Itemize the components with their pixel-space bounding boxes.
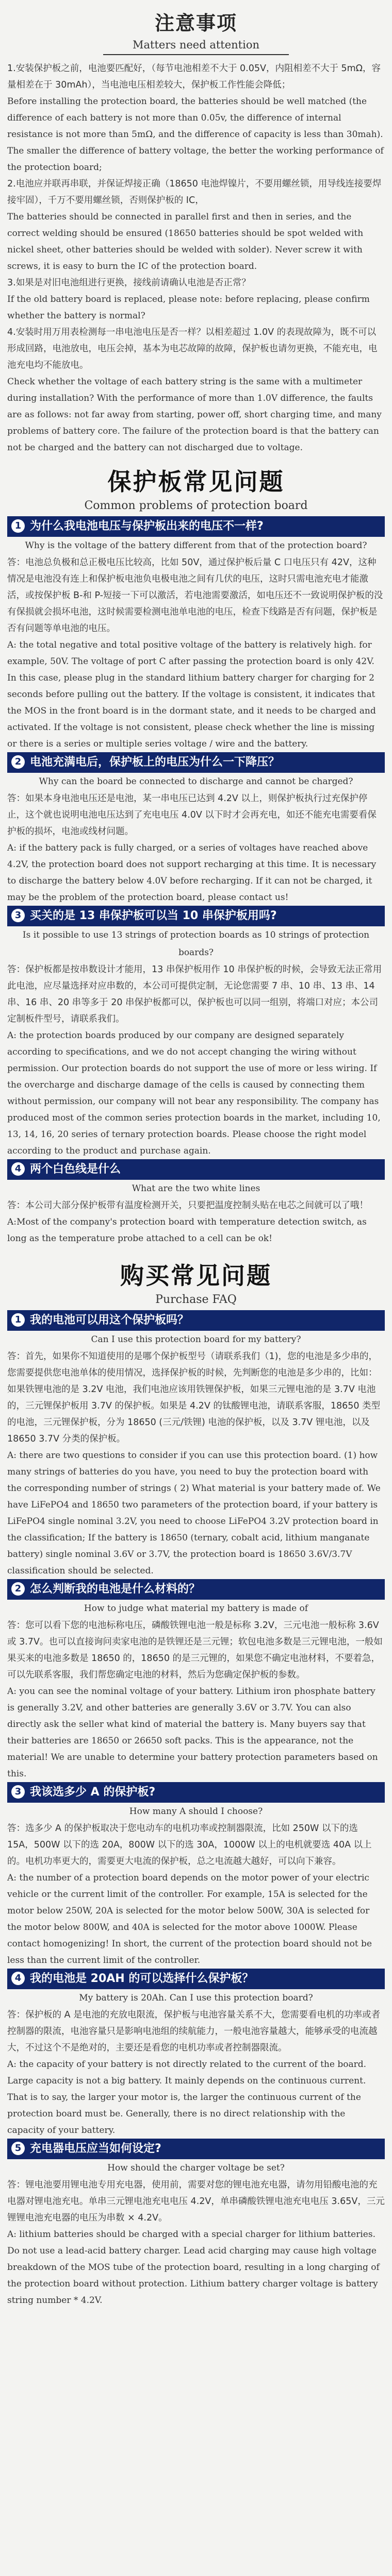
faq-number: 4 [11,1162,25,1176]
faq-heading [7,906,385,926]
notes-title: 注意事项 [154,12,237,35]
faq-question: Why is the voltage of the battery different from that of the protection board? [25,540,367,551]
purchase-answer-zh: 答：首先，如果你不知道使用的是哪个保护板型号（请联系我们（1)，您的电池是多少串的，您需要提供您电池单体的使用情况，选择保护板的时候，先判断您的电池是多少串的，比如：如果铁锂电池的是 3.2V 电池，我们电池应该用铁锂保护板，如果三元锂电池的是 3.7V 电池的，三元锂保护板用 3.7V 的保护板。如果是 4.2V 的钛酸锂电池，请联系客服，18650 类型的电池，三元锂保护板，分为 18650 (三元/铁锂) 电池的保护板，以及 3.7V 锂电池，以及 18650 3.7V 分类的保护板。 [7,1351,381,1444]
faq-question: What are the two white lines [132,1183,260,1194]
purchase-number: 3 [11,1785,25,1799]
purchase-question: How should the charger voltage be set? [107,2163,285,2173]
purchase-answer-en: A: the capacity of your battery is not directly related to the current of the board. Large capacity is not a big battery. It mainly depends on the continuous current. That is to say, the larger your motor is, the larger the continuous current of the protection board must be. Generally, there is no direct relationship with the capacity of your battery. [7,2059,366,2136]
notes-zh-1: 1.安装保护板之前，电池要匹配好，（每节电池相差不大于 0.05V，内阻相差不大于 5mΩ，容量相差在于 30mAh），当电池电压相差较大，保护板工作性能会降低； [7,63,381,90]
faq-heading [7,1159,385,1180]
purchase-question: Can I use this protection board for my battery? [91,1334,301,1345]
purchase-answer-en: A: the number of a protection board depends on the motor power of your electric vehicle or the current limit of the controller. For example, 15A is selected for the motor below 250W, 20A is selected for the motor below 500W, 30A is selected for the motor below 800W, and 40A is selected for the motor above 1000W. Please contact homogenizing! In short, the current of the protection board should not be less than the current limit of the controller. [7,1873,372,1965]
purchase-answer-en: A: lithium batteries should be charged with a special charger for lithium batteries. Do not use a lead-acid battery charger. Lead acid charging may cause high voltage breakdown of the MOS tube of the protection board, resulting in a long charging of the protection board without protection. Lithium battery charger voltage is battery string number * 4.2V. [7,2229,380,2306]
faq-heading-text: 买关的是 13 串保护板可以当 10 串保护板用吗? [30,909,277,922]
purchase-number: 4 [11,1972,25,1985]
purchase-item [7,1969,385,2139]
faq-number: 3 [11,909,25,922]
faq-answer-zh: 答：本公司大部分保护板带有温度检测开关，只要把温度控制头贴在电芯之间就可以了哦！ [7,1200,368,1211]
faq-item [7,516,385,752]
faq-title: 保护板常见问题 [107,468,285,496]
notes-en-4: Check whether the voltage of each battery string is the same with a multimeter during installation? With the performance of more than 1.0V difference, the faults are as follows: not far away from starting, power off, short charging time, and many problems of battery core. The failure of the protection board is that the battery can not be charged and the battery can not discharged due to voltage. [7,377,382,453]
faq-item [7,1159,385,1247]
notes-zh-2: 2.电池应并联再串联，并保证焊接正确（18650 电池焊镍片，不要用螺丝锁，用导线连接要焊接牢固），千万不要用螺丝锁，否则保护板的 IC， [7,179,382,206]
purchase-heading [7,2139,385,2159]
notes-en-1: Before installing the protection board, the batteries should be well matched (the difference of each battery is not more than 0.05v, the difference of internal resistance is not more than 5mΩ, and the difference of capacity is less than 30mah). The smaller the difference of battery voltage, the better the working performance of the protection board; [7,96,384,173]
faq-subtitle: Common problems of protection board [84,499,308,512]
purchase-heading [7,1310,385,1331]
faq-item [7,752,385,906]
purchase-heading-text: 我的电池是 20AH 的可以选择什么保护板？ [30,1972,254,1985]
notes-en-3: If the old battery board is replaced, please note: before replacing, please confirm whether the battery is normal? [7,294,370,321]
purchase-section [7,1257,385,2309]
purchase-answer-zh: 答：选多少 A 的保护板取决于您电动车的电机功率或控制器限流，比如 250W 以下的选 15A，500W 以下的选 20A，800W 以下的选 30A，1000W 以上的电机就要选 40A 以上的。电机功率更大的，需要更大电流的保护板，总之电流越大越好，可以向下兼容。 [7,1823,372,1867]
purchase-heading-text: 怎么判断我的电池是什么材料的？ [30,1583,201,1596]
purchase-answer-zh: 答：保护板的 A 是电池的充放电限流，保护板与电池容量关系不大，您需要看电机的功率或者控制器的限流，电池容量只是影响电池组的续航能力，一般电池容量越大，能够承受的电流越大，不过这个不是绝对的，主要还是看您的电机功率或者控制器限流。 [7,2010,381,2053]
purchase-question: My battery is 20Ah. Can I use this protection board? [79,1993,313,2003]
purchase-number: 5 [11,2142,25,2155]
faq-heading-text: 为什么我电池电压与保护板出来的电压不一样? [30,520,264,533]
purchase-item [7,2139,385,2309]
faq-answer-en: A: the protection boards produced by our company are designed separately according to specifications, and we do not accept changing the wiring without permission. Our protection boards do not support the use of more or less wiring. If the overcharge and discharge damage of the cells is caused by connecting them without permission, our company will not bear any responsibility. The company has produced most of the common series protection boards in the market, including 10, 13, 14, 16, 20 series of ternary protection boards. Please choose the right model according to the product and purchase again. [7,1030,381,1156]
purchase-answer-en: A: you can see the nominal voltage of your battery. Lithium iron phosphate battery is generally 3.2V, and other batteries are generally 3.6V or 3.7V. You can also directly ask the seller what kind of material the battery is. Many buyers say that their batteries are 18650 or 26650 soft packs. This is the appearance, not the material! We are unable to determine your battery protection parameters based on this. [7,1686,378,1779]
faq-answer-en: A: the total negative and total positive voltage of the battery is relatively high. for example, 50V. The voltage of port C after passing the protection board is only 42V. In this case, please plug in the standard lithium battery charger for charging for 2 seconds before pulling out the battery. If the voltage is consistent, it indicates that the MOS in the front board is in the dormant state, and it needs to be charged and activated. If the voltage is not consistent, please check whether the line is missing or there is a series or multiple series voltage / wire and the battery. [7,640,376,749]
faq-heading [7,516,385,537]
purchase-item [7,1310,385,1579]
purchase-subtitle: Purchase FAQ [155,1293,237,1306]
purchase-question: How to judge what material my battery is made of [84,1603,308,1614]
purchase-heading [7,1969,385,1989]
notes-en-2: The batteries should be connected in parallel first and then in series, and the correct welding should be ensured (18650 batteries should be spot welded with nickel sheet, other batteries should be welded with solder). Never screw it with screws, it is easy to burn the IC of the protection board. [7,212,364,272]
purchase-heading-text: 充电器电压应当如何设定? [30,2142,161,2155]
purchase-question: How many A should I choose? [129,1806,263,1817]
faq-answer-zh: 答：如果本身电池电压还是电池，某一串电压已达到 4.2V 以上，则保护板执行过充保护停止，这个就也说明电池电压达到了充电电压 4.0V 以下时才会再充电，如还不能充电需要看保护板的损坏，电池或线材问题。 [7,793,377,837]
purchase-heading-text: 我的电池可以用这个保护板吗？ [30,1314,189,1327]
purchase-item [7,1782,385,1969]
faq-number: 1 [11,519,25,533]
notes-zh-3: 3.如果是对旧电池组进行更换，接线前请确认电池是否正常？ [7,278,251,288]
faq-number: 2 [11,755,25,769]
faq-section [7,463,385,1247]
faq-answer-en: A:Most of the company's protection board with temperature detection switch, as long as the temperature probe attached to a cell can be ok! [7,1217,367,1244]
purchase-answer-en: A: there are two questions to consider if you can use this protection board. (1) how many strings of batteries do you have, you need to buy the protection board with the corresponding number of strings ( 2) What material is your battery made of. We have LiFePO4 and 18650 two parameters of the protection board, if your battery is LiFePO4 single nominal 3.2V, you need to choose LiFePO4 3.2V protection board in the classification; If the battery is 18650 (ternary, cobalt acid, lithium manganate battery) single nominal 3.6V or 3.7V, the protection board is 18650 3.6V/3.7V classification should be selected. [7,1450,381,1576]
faq-answer-zh: 答：电池总负极和总正极电压比较高，比如 50V，通过保护板后量 C 口电压只有 42V，这种情况是电池没有连上和保护板电池负电极电池之间有几伏的电压，这时只需电池充电才能激活，或按保护板 B-和 P-短接一下可以激活，若电池需要激活，如电压还不一致说明保护板的没有保损就会损坏电池，这时候需要检测电池单电池的电压，检查下线路是否有问题，保护板是否有问题等单电池的电压。 [7,557,383,634]
notes-zh-4: 4.安装时用万用表检测每一串电池电压是否一样？以相差超过 1.0V 的表现故障为，既不可以形成回路，电池放电，电压会掉，基本为电芯故障的故障，保护板也请勿更换，不能充电，电池充电均不能放电。 [7,327,378,370]
faq-question: Is it possible to use 13 strings of protection boards as 10 strings of protection boards? [22,930,370,958]
purchase-number: 1 [11,1313,25,1327]
purchase-answer-zh: 答：锂电池要用锂电池专用充电器，使用前，需要对您的锂电池充电器，请勿用铅酸电池的充电器对锂电池充电。单串三元锂电池充电电压 4.2V，单串磷酸铁锂电池充电电压 3.65V，三元锂锂电池充电器的电压为串数 × 4.2V。 [7,2180,385,2223]
purchase-title: 购买常见问题 [120,1262,272,1290]
purchase-answer-zh: 答：您可以看下您的电池标称电压，磷酸铁锂电池一般是标称 3.2V，三元电池一般标称 3.6V 或 3.7V。也可以直接询问卖家电池的是铁锂还是三元锂；软包电池多数是三元锂电池，一般如果买来的电池多数是 18650 的，18650 的是三元锂的，如果您不确定电池材料，不要着急，可以先联系客服，我们帮您确定电池的材料，然后为您确定保护板的参数。 [7,1620,383,1680]
notes-section [7,0,385,456]
faq-question: Why can the board be connected to discharge and cannot be charged? [39,776,353,787]
notes-subtitle: Matters need attention [103,39,289,55]
faq-answer-zh: 答：保护板都是按串数设计才能用，13 串保护板用作 10 串保护板的时候，会导致无法正常用此电池，应尽量选择对应串数的，本公司可提供定制，无论您需要 7 串、10 串、13 串、14 串、16 串、20 串等多于 20 串保护板都可以，保护板也可以同一组别，将端口对应；本公司定制板件型号，请联系我们。 [7,964,382,1024]
faq-heading-text: 两个白色线是什么 [30,1163,121,1176]
faq-answer-en: A: if the battery pack is fully charged, or a series of voltages have reached above 4.2V, the protection board does not support recharging at this time. It is necessary to discharge the battery below 4.0V before recharging. If it can not be charged, it may be the problem of the protection board, please contact us! [7,843,377,903]
purchase-heading [7,1579,385,1600]
purchase-heading [7,1782,385,1803]
purchase-number: 2 [11,1582,25,1596]
purchase-item [7,1579,385,1782]
faq-heading [7,752,385,773]
faq-heading-text: 电池充满电后，保护板上的电压为什么一下降压？ [30,756,280,769]
faq-item [7,906,385,1159]
purchase-heading-text: 我该选多少 A 的保护板? [30,1786,156,1799]
